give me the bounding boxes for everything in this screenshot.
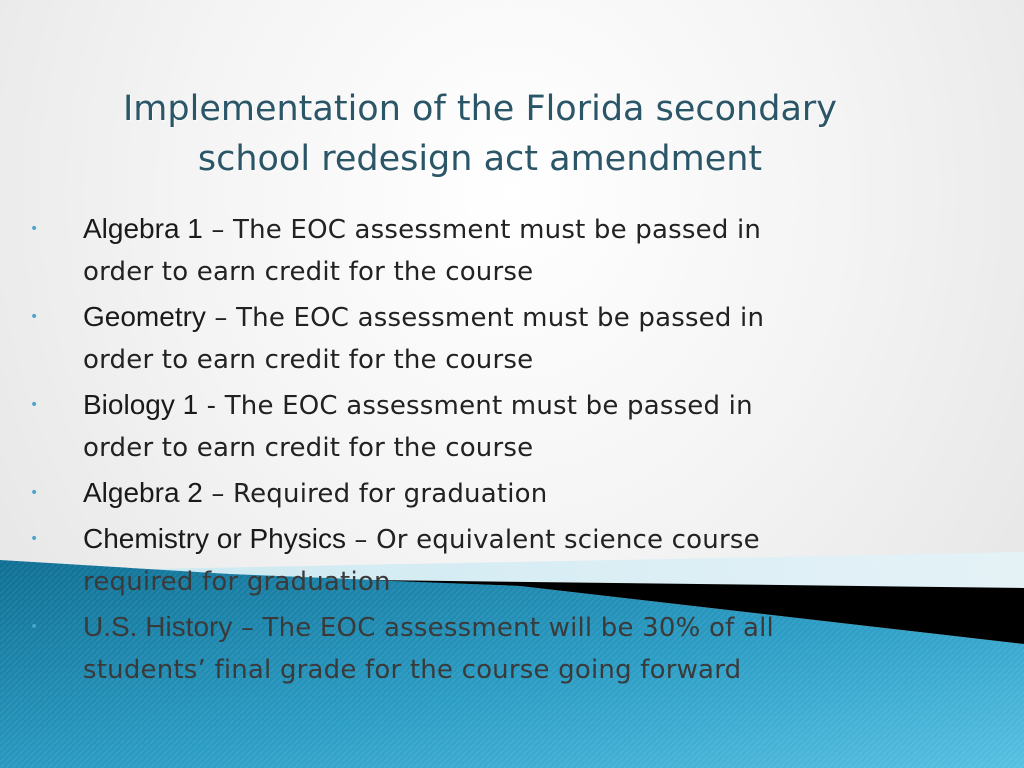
bullet-description-line-2: students’ final grade for the course going forward xyxy=(83,655,742,685)
bullet-description-line-2: order to earn credit for the course xyxy=(83,345,534,375)
bullet-subject: Geometry xyxy=(83,301,206,332)
slide-title xyxy=(40,84,920,184)
bullet-dot-icon: • xyxy=(30,221,39,237)
bullet-chemistry-or-physics xyxy=(24,518,964,603)
bullet-dash: – xyxy=(232,613,263,643)
bullet-dot-icon: • xyxy=(30,531,39,547)
bullet-us-history xyxy=(24,606,964,691)
bullet-algebra-1 xyxy=(24,208,964,293)
bullet-geometry xyxy=(24,296,964,381)
bullet-dot-icon: • xyxy=(30,309,39,325)
bullet-subject: Chemistry or Physics xyxy=(83,523,346,554)
bullet-subject: U.S. History xyxy=(83,611,233,642)
bullet-dash: – xyxy=(202,215,234,245)
bullet-subject: Biology 1 xyxy=(83,389,199,420)
bullet-description-line-1: Or equivalent science course xyxy=(376,525,760,555)
bullet-algebra-2 xyxy=(24,472,964,515)
bullet-dash: – xyxy=(345,525,377,555)
bullet-description-line-1: The EOC assessment must be passed in xyxy=(236,303,765,333)
bullet-biology-1 xyxy=(24,384,964,469)
bullet-dash: – xyxy=(202,479,234,509)
bullet-dash: - xyxy=(198,391,225,421)
bullet-dot-icon: • xyxy=(30,619,39,635)
bullet-description-line-1: The EOC assessment will be 30% of all xyxy=(262,613,774,643)
bullet-description-line-2: required for graduation xyxy=(83,567,391,597)
slide-title-line-1: Implementation of the Florida secondary xyxy=(122,89,837,129)
bullet-dot-icon: • xyxy=(30,485,39,501)
bullet-description-line-1: Required for graduation xyxy=(233,479,548,509)
bullet-dash: – xyxy=(205,303,237,333)
bullet-description-line-1: The EOC assessment must be passed in xyxy=(233,215,762,245)
bullet-dot-icon: • xyxy=(30,397,39,413)
bullet-list xyxy=(24,208,964,694)
bullet-description-line-2: order to earn credit for the course xyxy=(83,433,534,463)
bullet-description-line-1: The EOC assessment must be passed in xyxy=(224,391,753,421)
bullet-description-line-2: order to earn credit for the course xyxy=(83,257,534,287)
bullet-subject: Algebra 2 xyxy=(83,477,203,508)
bullet-subject: Algebra 1 xyxy=(83,213,203,244)
slide-title-line-2: school redesign act amendment xyxy=(197,139,763,179)
